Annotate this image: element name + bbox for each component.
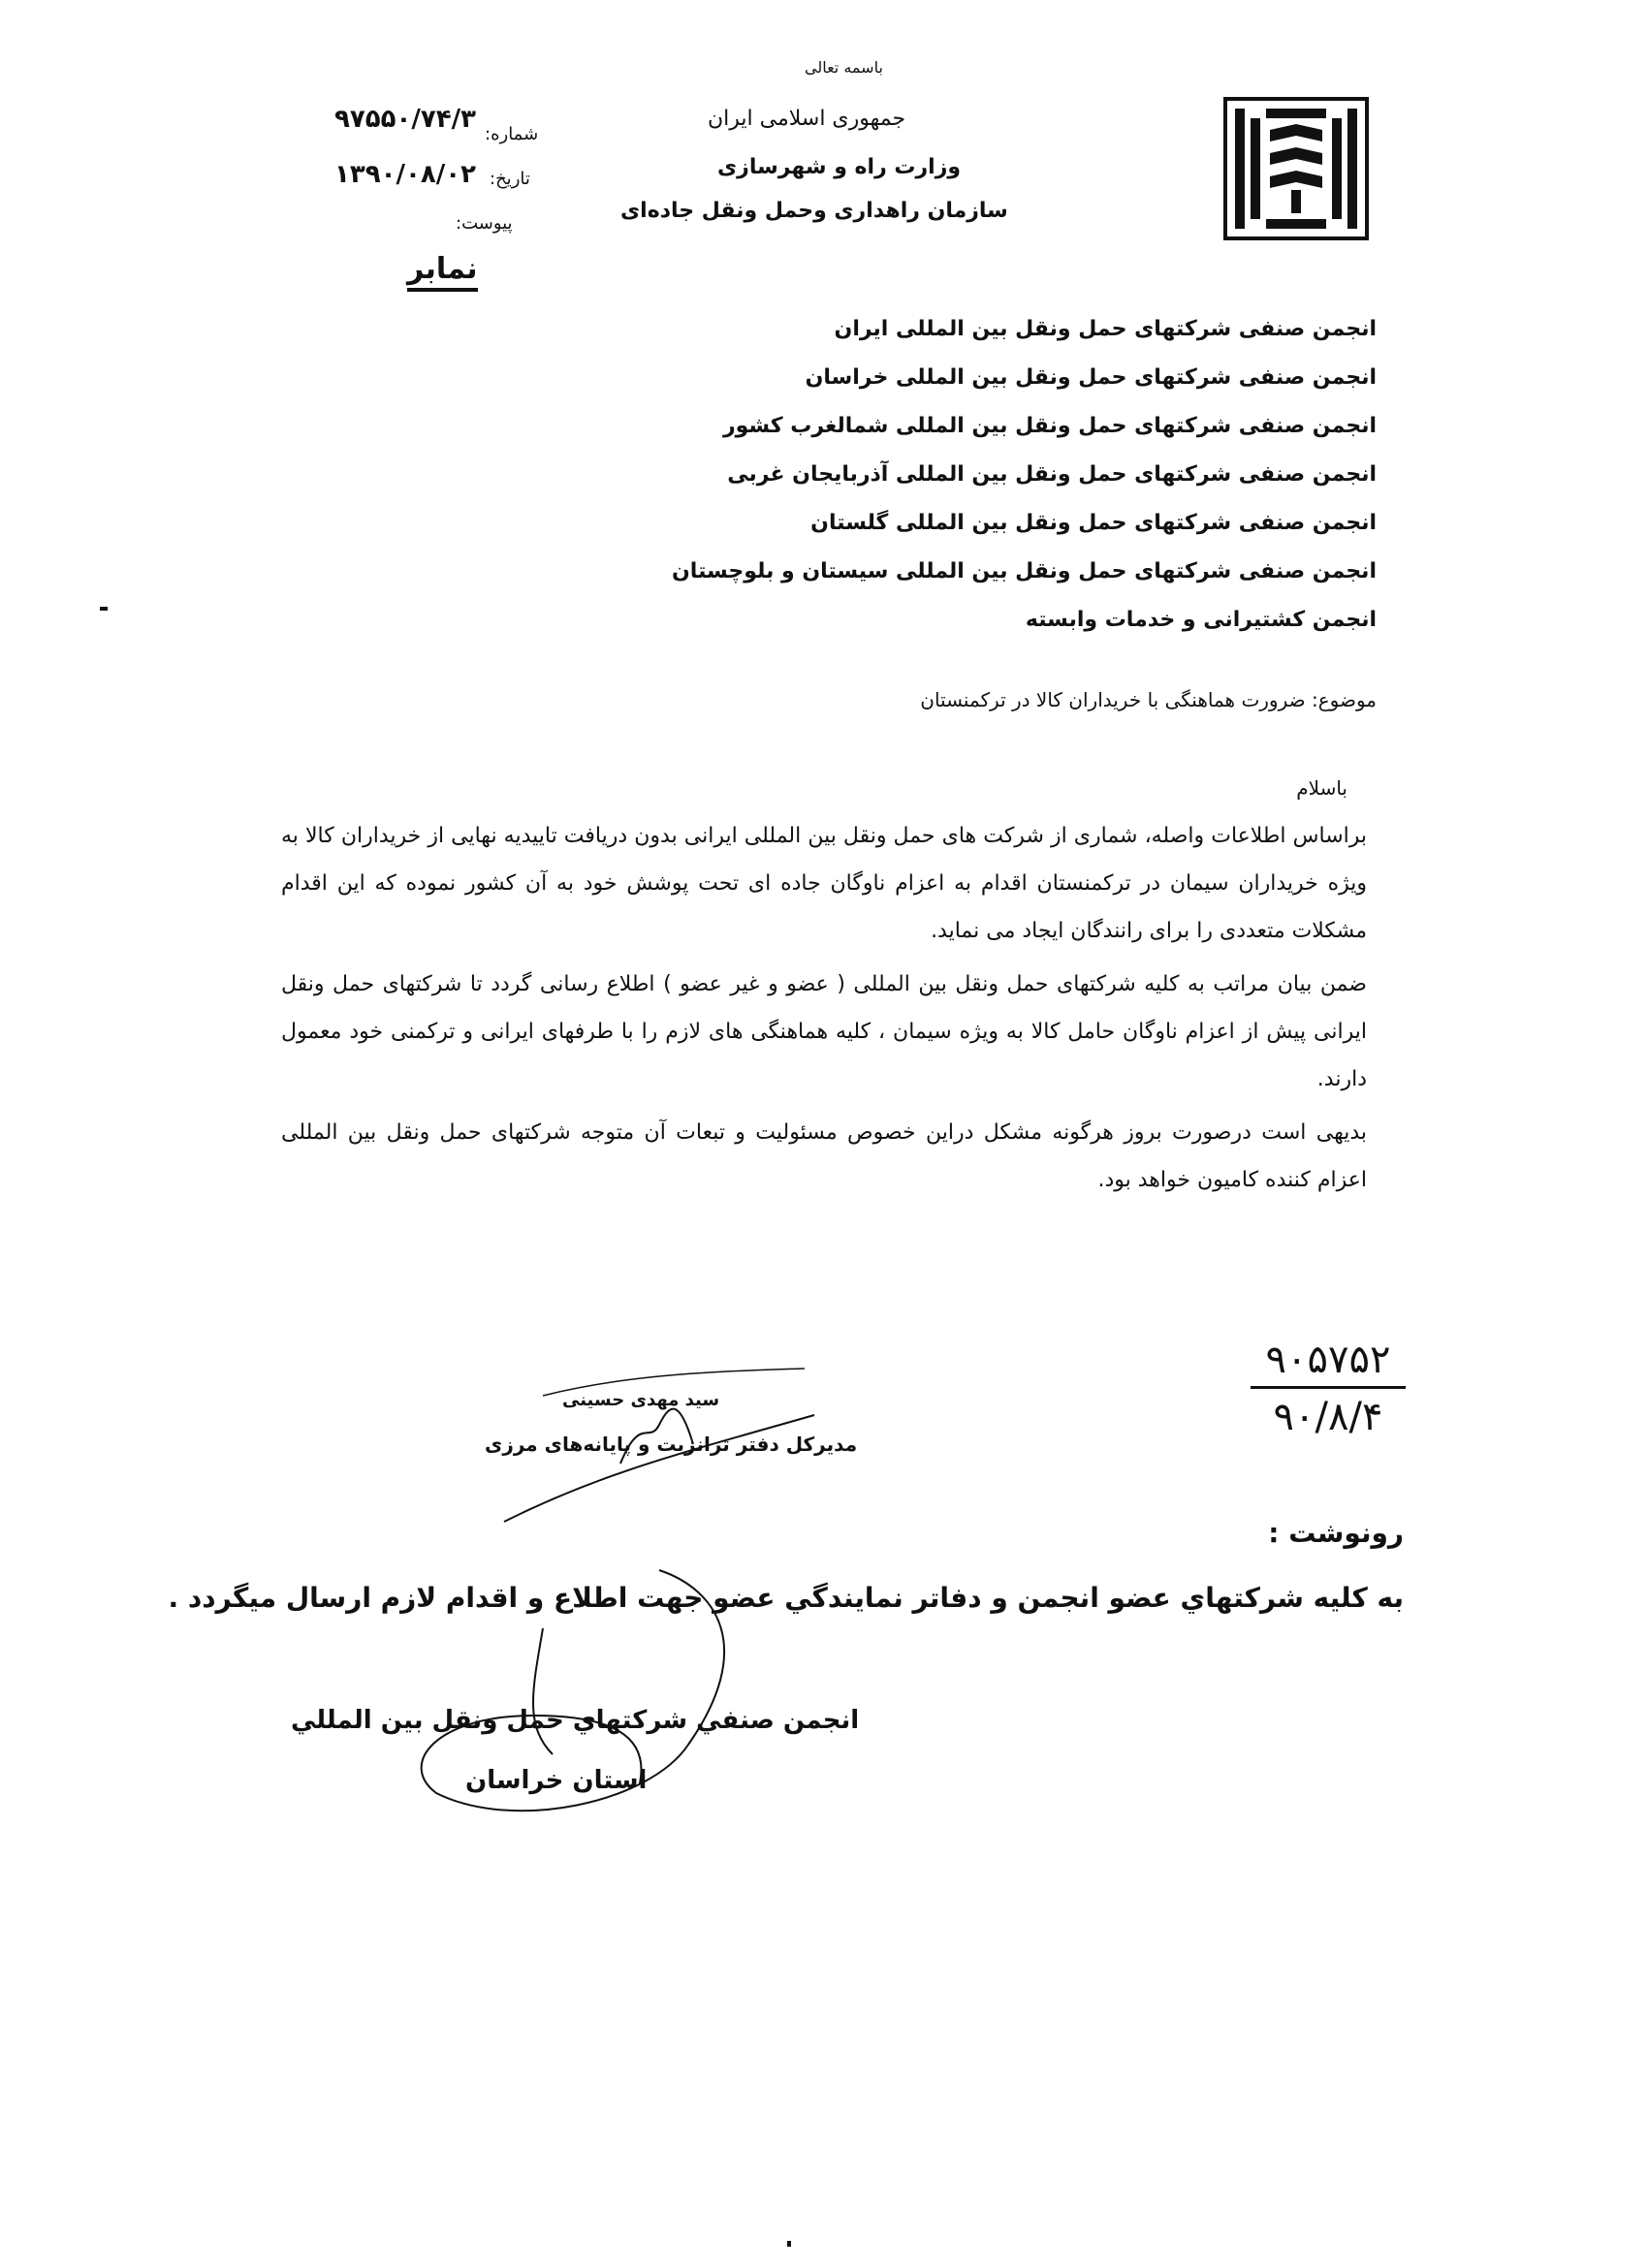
organization-logo-icon — [1223, 97, 1369, 240]
reference-date: ۹۰/۸/۴ — [1273, 1395, 1383, 1439]
scan-dot — [100, 607, 108, 611]
handwritten-reference — [1251, 1338, 1406, 1439]
date-label: تاریخ: — [490, 169, 530, 189]
recipient-item: انجمن صنفی شرکتهای حمل ونقل بین المللی ایران — [834, 317, 1377, 341]
organization-name: سازمان راهداری وحمل ونقل جاده‌ای — [620, 199, 1008, 223]
body-paragraph: بدیهی است درصورت بروز هرگونه مشکل دراین خصوص مسئولیت و تبعات آن متوجه شرکتهای حمل ونقل بین المللی اعزام کننده کامیون خواهد بود. — [281, 1120, 1367, 1192]
cc-label: رونوشت : — [1268, 1517, 1404, 1549]
recipient-item: انجمن کشتیرانی و خدمات وابسته — [1025, 608, 1377, 632]
recipient-item: انجمن صنفی شرکتهای حمل ونقل بین المللی شمالغرب کشور — [722, 414, 1377, 438]
body-paragraph: براساس اطلاعات واصله، شماری از شرکت های حمل ونقل بین المللی ایرانی بدون دریافت تاییدیه نهایی از خریداران کالا به ویژه خریداران سیمان در ترکمنستان اقدام به اعزام ناوگان جاده ای تحت پوشش خود به آن کشور نموده که این اقدام مشکلات متعددی را برای رانندگان ایجاد می نماید. — [281, 824, 1367, 943]
letter-body — [281, 764, 1367, 1210]
subject-line: موضوع: ضرورت هماهنگی با خریداران کالا در ترکمنستان — [920, 688, 1377, 711]
recipient-item: انجمن صنفی شرکتهای حمل ونقل بین المللی گلستان — [810, 511, 1377, 535]
letter-date: ۱۳۹۰/۰۸/۰۲ — [334, 160, 476, 189]
recipient-item: انجمن صنفی شرکتهای حمل ونقل بین المللی سیستان و بلوچستان — [672, 559, 1377, 583]
number-label: شماره: — [485, 124, 539, 144]
scan-dot — [787, 2241, 791, 2247]
bismillah: باسمه تعالی — [805, 58, 883, 77]
fax-label: نمابر — [407, 252, 478, 292]
body-paragraph: ضمن بیان مراتب به کلیه شرکتهای حمل ونقل بین المللی ( عضو و غیر عضو ) اطلاع رسانی گردد تا شرکتهای حمل ونقل ایرانی پیش از اعزام ناوگان حامل کالا به ویژه سیمان ، کلیه هماهنگی های لازم را با طرفهای ایرانی و ترکمنی خود معمول دارند. — [281, 972, 1367, 1091]
sender-province: استان خراسان — [465, 1766, 648, 1795]
country-name: جمهوری اسلامی ایران — [708, 107, 906, 131]
greeting: باسلام — [1296, 776, 1347, 800]
cc-text: به کلیه شرکتهاي عضو انجمن و دفاتر نمایندگي عضو جهت اطلاع و اقدام لازم ارسال میگردد . — [168, 1582, 1404, 1614]
sender-organization: انجمن صنفي شرکتهاي حمل ونقل بین المللي — [291, 1706, 860, 1735]
signatory-name: سید مهدی حسینی — [562, 1390, 720, 1410]
ministry-name: وزارت راه و شهرسازی — [717, 155, 962, 179]
letter-number: ۹۷۵۵۰/۷۴/۳ — [334, 105, 476, 134]
recipient-item: انجمن صنفی شرکتهای حمل ونقل بین المللی آذربایجان غربی — [727, 462, 1377, 487]
recipients-list — [446, 305, 1377, 645]
signatory-title: مدیرکل دفتر ترانزیت و پایانه‌های مرزی — [485, 1433, 858, 1456]
attachment-label: پیوست: — [456, 213, 513, 234]
recipient-item: انجمن صنفی شرکتهای حمل ونقل بین المللی خراسان — [805, 365, 1377, 390]
reference-number: ۹۰۵۷۵۲ — [1251, 1338, 1406, 1389]
